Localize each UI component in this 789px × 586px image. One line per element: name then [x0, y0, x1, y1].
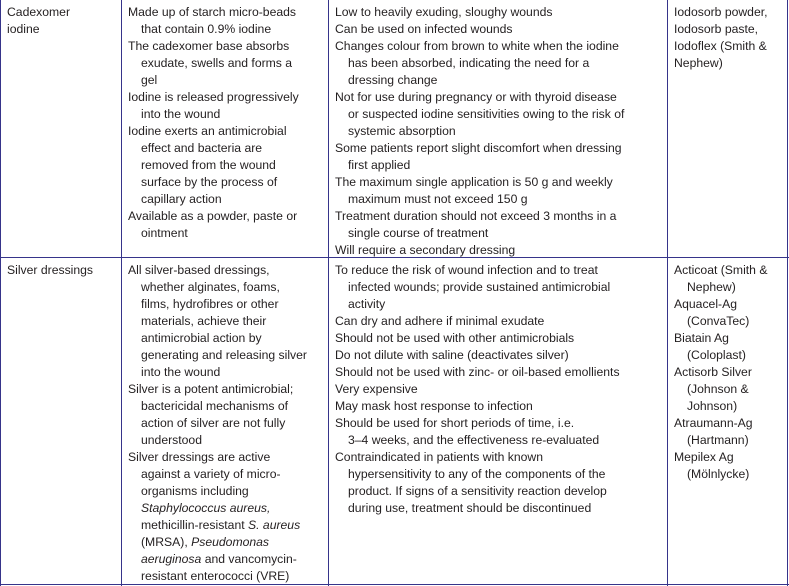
indication-item: Should be used for short periods of time, i.e. 3–4 weeks, and the effectiveness re-evaluated: [335, 416, 600, 447]
indication-item: Can dry and adhere if minimal exudate: [335, 314, 545, 328]
description-item: Iodine exerts an antimicrobial effect and bacteria are removed from the wound surface by the process of capillary action: [128, 124, 287, 206]
indication-item: Some patients report slight discomfort when dressing first applied: [335, 141, 622, 172]
dressing-name: iodine: [7, 22, 40, 36]
example-product: Atraumann-Ag (Hartmann): [674, 416, 753, 447]
indication-item: Not for use during pregnancy or with thyroid disease or suspected iodine sensitivities owing to the risk of systemic absorption: [335, 90, 625, 138]
example-product: Iodosorb powder, Iodosorb paste, Iodoflex (Smith & Nephew): [674, 5, 768, 70]
row-1-name-cell: [7, 4, 117, 38]
description-item: Available as a powder, paste or ointment: [128, 209, 298, 240]
example-product: Mepilex Ag (Mölnlycke): [674, 450, 750, 481]
column-divider: [121, 0, 122, 586]
description-item: Iodine is released progressively into the wound: [128, 90, 299, 121]
description-item: Silver is a potent antimicrobial; bactericidal mechanisms of action of silver are not fully understood: [128, 382, 294, 447]
row-1-description-cell: [128, 4, 324, 242]
indication-item: May mask host response to infection: [335, 399, 533, 413]
row-2-name-cell: [7, 262, 117, 279]
example-product: Aquacel-Ag (ConvaTec): [674, 297, 750, 328]
example-product: Actisorb Silver (Johnson & Johnson): [674, 365, 752, 413]
indication-item: Will require a secondary dressing: [335, 243, 516, 257]
dressing-name: Silver dressings: [7, 263, 94, 277]
indication-item: Changes colour from brown to white when the iodine has been absorbed, indicating the need for a dressing change: [335, 39, 619, 87]
table-border-bottom: [0, 584, 789, 585]
row-2-indications-cell: [335, 262, 663, 517]
indication-item: Should not be used with other antimicrobials: [335, 331, 575, 345]
indication-item: Can be used on infected wounds: [335, 22, 513, 36]
italic-line: Staphylococcus aureus,: [141, 501, 271, 515]
table-border-left: [0, 0, 1, 586]
indication-item: Contraindicated in patients with known hypersensitivity to any of the components of the product. If signs of a sensitivity reaction develop during use, treatment should be discontinued: [335, 450, 607, 515]
indication-item: Should not be used with zinc- or oil-based emollients: [335, 365, 620, 379]
indication-item: The maximum single application is 50 g and weekly maximum must not exceed 150 g: [335, 175, 613, 206]
row-1-examples-cell: [674, 4, 786, 72]
example-product: Biatain Ag (Coloplast): [674, 331, 746, 362]
description-item: Silver dressings are active against a variety of micro- organisms including Staphylococcus aureus, methicillin-resistant S. aureus (MRSA), Pseudomonas aeruginosa and vancomycin- resistant enterococci (VRE): [128, 449, 324, 585]
indication-item: Very expensive: [335, 382, 418, 396]
example-product: Acticoat (Smith & Nephew): [674, 263, 768, 294]
table-border-right: [787, 0, 788, 586]
column-divider: [667, 0, 668, 586]
dressing-name: Cadexomer: [7, 5, 70, 19]
description-item: Made up of starch micro-beads that contain 0.9% iodine: [128, 5, 296, 36]
row-2-description-cell: [128, 262, 324, 585]
indication-item: Low to heavily exuding, sloughy wounds: [335, 5, 553, 19]
indication-item: Treatment duration should not exceed 3 months in a single course of treatment: [335, 209, 617, 240]
description-item: All silver-based dressings, whether alginates, foams, films, hydrofibres or other materials, achieve their antimicrobial action by generating and releasing silver into the wound: [128, 263, 307, 379]
indication-item: To reduce the risk of wound infection and to treat infected wounds; provide sustained antimicrobial activity: [335, 263, 611, 311]
indication-item: Do not dilute with saline (deactivates silver): [335, 348, 569, 362]
row-1-indications-cell: [335, 4, 663, 259]
column-divider: [328, 0, 329, 586]
description-item: The cadexomer base absorbs exudate, swells and forms a gel: [128, 39, 293, 87]
row-2-examples-cell: [674, 262, 786, 483]
